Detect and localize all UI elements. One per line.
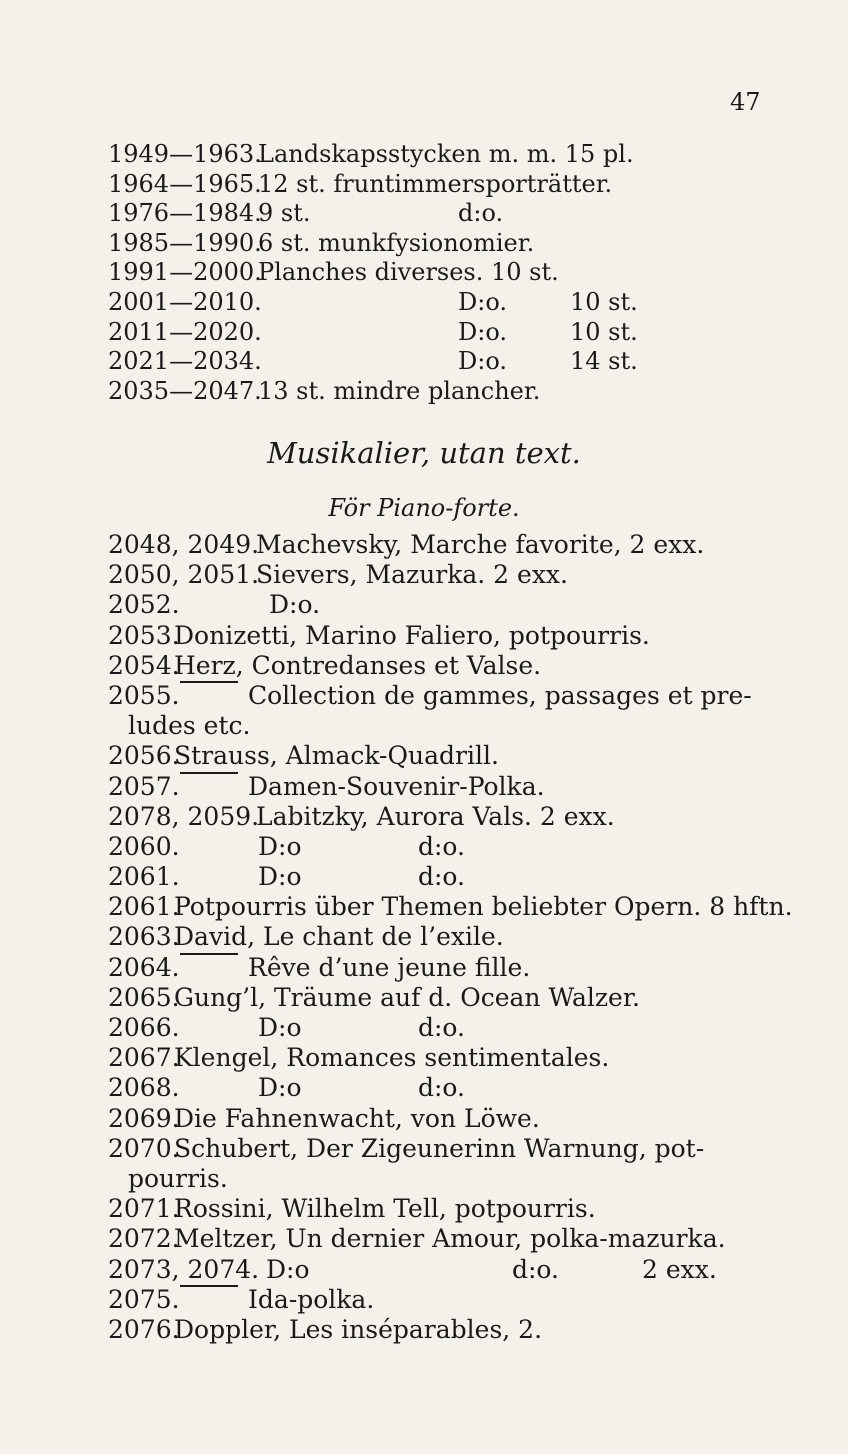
entry-text: Machevsky, Marche favorite, 2 exx. <box>256 530 705 559</box>
entry-text: Collection de gammes, passages et pre- <box>248 680 752 710</box>
plate-ditto: D:o. <box>458 287 507 316</box>
plate-number: 1976—1984. <box>108 199 262 228</box>
plate-quantity: 14 st. <box>570 347 638 376</box>
catalogue-entry <box>108 1134 768 1164</box>
entry-ditto-title: d:o. <box>418 862 465 892</box>
catalogue-entry <box>108 1073 768 1103</box>
catalogue-entry <box>108 922 768 952</box>
ditto-dash <box>180 772 238 802</box>
entry-number: 2073, 2074. <box>108 1254 260 1284</box>
catalogue-entry <box>108 892 793 922</box>
entry-text: David, Le chant de l’exile. <box>174 922 504 952</box>
entry-text: Labitzky, Aurora Vals. 2 exx. <box>256 801 615 831</box>
plate-number: 2011—2020. <box>108 317 262 346</box>
plate-row <box>108 288 808 318</box>
entry-number: 2076. <box>108 1314 180 1344</box>
plate-number: 1964—1965. <box>108 169 262 198</box>
entry-text: Die Fahnenwacht, von Löwe. <box>174 1103 540 1133</box>
entry-text: Rossini, Wilhelm Tell, potpourris. <box>174 1194 596 1224</box>
entry-number: 2075. <box>108 1284 180 1314</box>
entry-number: 2070. <box>108 1133 180 1163</box>
entry-number: 2048, 2049. <box>108 530 260 559</box>
entry-number: 2052. <box>108 590 180 620</box>
entry-number: 2057. <box>108 771 180 801</box>
plate-number: 2035—2047. <box>108 376 262 405</box>
plate-row <box>108 229 808 259</box>
entry-number: 2056. <box>108 741 180 771</box>
catalogue-entry <box>108 1043 768 1073</box>
ditto-indent <box>174 862 258 892</box>
plate-quantity: 10 st. <box>570 287 638 316</box>
catalogue-entry <box>108 1013 768 1043</box>
plate-row <box>108 347 808 377</box>
entry-number: 2061. <box>108 862 180 892</box>
plate-row <box>108 170 808 200</box>
catalogue-entry <box>108 590 768 620</box>
plate-description: Landskapsstycken m. m. 15 pl. <box>258 140 634 168</box>
entry-number: 2065. <box>108 982 180 1012</box>
entry-text: Rêve d’une jeune fille. <box>248 952 531 982</box>
plate-description: Planches diverses. 10 st. <box>258 258 559 287</box>
ditto-dash <box>180 1285 238 1315</box>
entry-text: Damen-Souvenir-Polka. <box>248 771 545 801</box>
catalogue-entry <box>108 651 768 681</box>
plate-count <box>258 347 458 377</box>
plate-row <box>108 199 808 229</box>
page-number: 47 <box>730 88 761 116</box>
entry-number: 2068. <box>108 1073 180 1103</box>
entry-ditto-author: D:o <box>258 1073 302 1103</box>
plate-number: 1985—1990. <box>108 228 262 257</box>
entry-ditto-title: d:o. <box>418 1073 465 1103</box>
plate-quantity: 10 st. <box>570 317 638 346</box>
entry-number: 2064. <box>108 952 180 982</box>
catalogue-entry <box>108 1255 768 1285</box>
catalogue-entry <box>108 741 768 771</box>
entry-number: 2071. <box>108 1194 180 1224</box>
catalogue-entry <box>108 681 768 711</box>
ditto-indent <box>174 590 269 620</box>
plates-list <box>108 140 808 406</box>
entry-ditto-author: D:o <box>258 831 302 861</box>
entry-number: 2067. <box>108 1043 180 1073</box>
plate-count: 9 st. <box>258 199 311 228</box>
entry-continuation: pourris. <box>128 1163 228 1193</box>
entry-number: 2055. <box>108 680 180 710</box>
entry-number: 2053. <box>108 620 180 650</box>
plate-ditto: D:o. <box>458 317 507 346</box>
entry-number: 2069. <box>108 1103 180 1133</box>
entry-ditto-title: d:o. <box>418 831 465 861</box>
catalogue-entry <box>108 772 768 802</box>
plate-number: 2001—2010. <box>108 287 262 316</box>
catalogue-entry <box>108 1104 768 1134</box>
plate-ditto: D:o. <box>458 347 507 376</box>
entry-text: Gung’l, Träume auf d. Ocean Walzer. <box>174 982 640 1012</box>
plate-row <box>108 140 808 170</box>
ditto-dash <box>180 681 238 711</box>
entry-ditto-title: d:o. <box>512 1254 559 1284</box>
plate-row <box>108 377 808 407</box>
entry-number: 2063. <box>108 922 180 952</box>
plate-description: 6 st. munkfysionomier. <box>258 228 535 257</box>
catalogue-entry <box>108 832 768 862</box>
plate-row <box>108 318 808 348</box>
catalogue-entry <box>108 983 768 1013</box>
catalogue-entry <box>108 1224 768 1254</box>
ditto-indent <box>256 1255 266 1285</box>
plate-number: 1991—2000. <box>108 258 262 287</box>
entry-number: 2050, 2051. <box>108 560 260 590</box>
entry-text: Herz, Contredanses et Valse. <box>174 650 542 680</box>
catalogue-entry <box>108 1315 768 1345</box>
entry-text: Strauss, Almack-Quadrill. <box>174 741 499 771</box>
entry-ditto-author: D:o <box>258 1013 302 1042</box>
section-subheading: För Piano-forte. <box>328 494 520 522</box>
plate-description: 12 st. fruntimmersporträtter. <box>258 169 613 198</box>
entry-number: 2061. <box>108 892 180 922</box>
entry-ditto-author: D:o <box>258 862 302 892</box>
entry-quantity: 2 exx. <box>642 1254 717 1284</box>
catalogue-entry <box>108 560 768 590</box>
entry-ditto-author: D:o <box>266 1254 310 1284</box>
entry-number: 2060. <box>108 831 180 861</box>
plate-ditto: d:o. <box>458 199 504 228</box>
entry-number: 2054. <box>108 650 180 680</box>
entry-text: Meltzer, Un dernier Amour, polka-mazurka. <box>174 1224 726 1254</box>
catalogue-entry <box>108 802 768 832</box>
plate-count <box>258 318 458 348</box>
catalogue-entry <box>108 862 768 892</box>
ditto-indent <box>174 1073 258 1103</box>
entry-ditto-title: d:o. <box>418 1013 465 1042</box>
catalogue-entry <box>108 953 768 983</box>
plate-count <box>258 288 458 318</box>
entry-number: 2078, 2059. <box>108 801 260 831</box>
plate-number: 2021—2034. <box>108 347 262 376</box>
catalogue-entry <box>108 1194 768 1224</box>
entry-continuation: ludes etc. <box>128 711 251 741</box>
section-heading: Musikalier, utan text. <box>267 436 581 470</box>
entry-text: Schubert, Der Zigeunerinn Warnung, pot- <box>174 1133 705 1163</box>
plate-number: 1949—1963. <box>108 140 262 168</box>
catalogue-entry <box>108 621 768 651</box>
ditto-indent <box>174 1013 258 1043</box>
entry-text: Doppler, Les inséparables, 2. <box>174 1314 543 1344</box>
catalogue-entry <box>108 1285 768 1315</box>
music-entries-list <box>108 530 793 1345</box>
entry-text: Donizetti, Marino Faliero, potpourris. <box>174 620 650 650</box>
plate-row <box>108 258 808 288</box>
entry-text: Potpourris über Themen beliebter Opern. 8 hftn. <box>174 892 793 922</box>
plate-description: 13 st. mindre plancher. <box>258 376 541 405</box>
entry-text: Sievers, Mazurka. 2 exx. <box>256 560 568 590</box>
entry-text: D:o. <box>269 590 321 620</box>
entry-number: 2066. <box>108 1013 180 1042</box>
entry-text: Ida-polka. <box>248 1284 375 1314</box>
entry-text: Klengel, Romances sentimentales. <box>174 1043 610 1073</box>
entry-number: 2072. <box>108 1224 180 1254</box>
catalogue-entry <box>108 530 768 560</box>
ditto-indent <box>174 832 258 862</box>
ditto-dash <box>180 953 238 983</box>
